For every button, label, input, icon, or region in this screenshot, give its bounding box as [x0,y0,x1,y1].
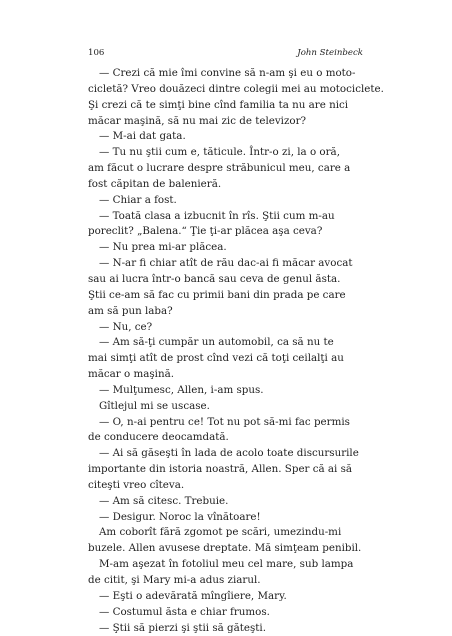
paragraph [88,240,363,256]
paragraph [88,557,363,589]
text-line: cicletă? Vreo douăzeci dintre colegii mei au motociclete. [88,82,384,95]
paragraph [88,605,363,621]
page-number: 106 [88,48,105,58]
text-line: Gîtlejul mi se uscase. [99,399,210,412]
text-line: — Am să citesc. Trebuie. [99,494,229,507]
paragraph [88,193,363,209]
text-line: — Nu, ce? [99,320,153,333]
text-line: de conducere deocamdată. [88,431,229,444]
paragraph [88,209,363,241]
text-line: — O, n-ai pentru ce! Tot nu pot să-mi fac permis [99,415,350,428]
text-line: am să pun laba? [88,304,173,317]
paragraph [88,145,363,193]
paragraph [88,399,363,415]
text-line: fost căpitan de balenieră. [88,177,222,190]
paragraph [88,129,363,145]
text-line: — Mulţumesc, Allen, i-am spus. [99,383,264,396]
paragraph [88,525,363,557]
paragraph [88,66,384,129]
text-line: — Chiar a fost. [99,193,177,206]
text-line: — Tu nu ştii cum e, tăticule. Într-o zi, la o oră, [99,146,340,159]
text-line: am făcut o lucrare despre străbunicul meu, care a [88,162,351,175]
text-line: — M-ai dat gata. [99,130,186,143]
text-line: măcar o maşină. [88,368,175,381]
running-head-author: John Steinbeck [297,48,363,58]
text-line: sau ai lucra într-o bancă sau ceva de genul ăsta. [88,272,341,285]
page-header [88,48,363,60]
paragraph [88,335,363,383]
paragraph [88,446,363,494]
text-line: M-am aşezat în fotoliul meu cel mare, sub lampa [99,558,354,571]
text-line: poreclit? „Balena.“ Ţie ţi-ar plăcea aşa ceva? [88,225,323,238]
text-line: — Desigur. Noroc la vînătoare! [99,510,261,523]
paragraph [88,320,363,336]
text-line: — Ai să găseşti în lada de acolo toate discursurile [99,447,359,460]
text-line: — Am să-ţi cumpăr un automobil, ca să nu te [99,336,334,349]
paragraph [88,494,363,510]
text-line: mai simţi atît de prost cînd vezi că toţi ceilalţi au [88,352,344,365]
paragraph [88,621,363,636]
text-line: — N-ar fi chiar atît de rău dac-ai fi măcar avocat [99,257,353,270]
body-text [88,66,384,636]
text-line: Am coborît fără zgomot pe scări, umezindu-mi [99,526,342,539]
paragraph [88,415,363,447]
text-line: — Eşti o adevărată mîngîiere, Mary. [99,589,287,602]
text-line: citeşti vreo cîteva. [88,478,185,491]
paragraph [88,383,363,399]
paragraph [88,510,363,526]
text-line: — Costumul ăsta e chiar frumos. [99,605,270,618]
paragraph [88,589,363,605]
text-line: — Ştii să pierzi şi ştii să găteşti. [99,621,266,634]
text-line: Ştii ce-am să fac cu primii bani din prada pe care [88,288,346,301]
text-line: măcar maşină, să nu mai zic de televizor? [88,114,307,127]
text-line: importante din istoria noastră, Allen. Sper că ai să [88,463,353,476]
text-line: — Nu prea mi-ar plăcea. [99,241,227,254]
paragraph [88,256,363,319]
text-line: Şi crezi că te simţi bine cînd familia ta nu are nici [88,98,349,111]
text-line: — Toată clasa a izbucnit în rîs. Ştii cum m-au [99,209,335,222]
text-line: buzele. Allen avusese dreptate. Mă simţeam penibil. [88,542,362,555]
text-line: de citit, şi Mary mi-a adus ziarul. [88,574,261,586]
text-line: — Crezi că mie îmi convine să n-am şi eu o moto- [99,67,356,79]
